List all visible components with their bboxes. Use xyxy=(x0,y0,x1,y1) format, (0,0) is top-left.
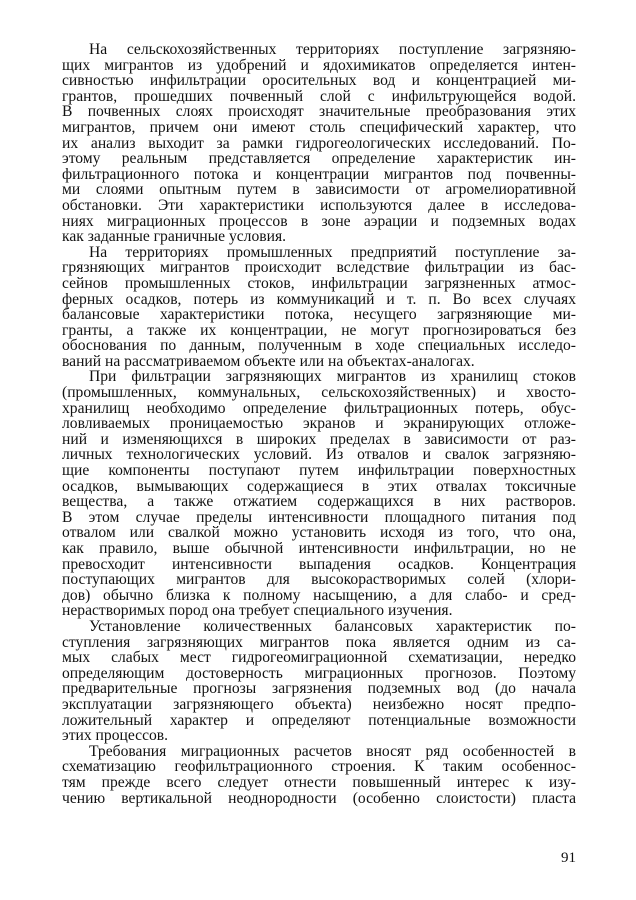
text-line: ловливаемых проницаемостью экранов и экранирующих отложе- xyxy=(62,415,576,433)
text-line: обоснования по данным, полученным в ходе специальных исследо- xyxy=(62,337,576,355)
text-line: нерастворимых пород она требует специального изучения. xyxy=(62,602,453,620)
text-line: их анализ выходит за рамки гидрогеологических исследований. По- xyxy=(62,134,576,152)
text-line: балансовые характеристики потока, несущего загрязняющие ми- xyxy=(62,306,576,324)
text-line: этих процессов. xyxy=(62,727,169,745)
page-number: 91 xyxy=(561,850,576,866)
text-line: обстановки. Эти характеристики используются далее в исследова- xyxy=(62,196,576,214)
text-line: дов) обычно близка к полному насыщению, а для слабо- и сред- xyxy=(62,586,576,604)
text-line: В этом случае пределы интенсивности площадного питания под xyxy=(62,508,576,526)
text-line: При фильтрации загрязняющих мигрантов из хранилищ стоков xyxy=(89,368,576,386)
text-line: ниях миграционных процессов в зоне аэрации и подземных водах xyxy=(62,212,576,230)
text-line: схематизацию геофильтрационного строения. К таким особеннос- xyxy=(62,758,576,776)
text-line: чению вертикальной неоднородности (особенно слоистости) пласта xyxy=(62,789,576,807)
text-line: личных технологических условий. Из отвалов и свалок загрязняю- xyxy=(62,446,576,464)
text-line: осадков, вымывающих содержащиеся в этих отвалах токсичные xyxy=(62,477,576,495)
text-line: Требования миграционных расчетов вносят ряд особенностей в xyxy=(89,742,576,760)
text-line: отвалом или свалкой можно установить исходя из того, что она, xyxy=(62,524,576,542)
text-line: сейнов промышленных стоков, инфильтрации загрязненных атмос- xyxy=(62,274,576,292)
text-line: превосходит интенсивности выпадения осадков. Концентрация xyxy=(62,555,576,573)
text-line: ми слоями опытным путем в зависимости от агромелиоративной xyxy=(62,181,576,199)
body-text xyxy=(62,42,576,806)
text-line: эксплуатации загрязняющего объекта) неизбежно носят предпо- xyxy=(62,695,576,713)
text-line: тям прежде всего следует отнести повышенный интерес к изу- xyxy=(62,773,576,791)
text-line: как заданные граничные условия. xyxy=(62,228,287,246)
text-line: В почвенных слоях происходят значительные преобразования этих xyxy=(62,103,576,121)
text-line: (промышленных, коммунальных, сельскохозяйственных) и хвосто- xyxy=(62,384,576,402)
text-line: сивностью инфильтрации оросительных вод и концентрацией ми- xyxy=(62,72,576,90)
text-line: мых слабых мест гидрогеомиграционной схематизации, нередко xyxy=(62,649,576,667)
text-line: гранты, а также их концентрации, не могут прогнозироваться без xyxy=(62,321,576,339)
text-line: вещества, а также отжатием содержащихся в них растворов. xyxy=(62,493,576,511)
text-line: предварительные прогнозы загрязнения подземных вод (до начала xyxy=(62,680,576,698)
text-line: ступления загрязняющих мигрантов пока является одним из са- xyxy=(62,633,576,651)
text-line: грязняющих мигрантов происходит вследствие фильтрации из бас- xyxy=(62,259,576,277)
text-line: ний и изменяющихся в широких пределах в зависимости от раз- xyxy=(62,430,576,448)
text-line: мигрантов, причем они имеют столь специфический характер, что xyxy=(62,118,576,136)
text-line: как правило, выше обычной интенсивности инфильтрации, но не xyxy=(62,540,576,557)
text-line: поступающих мигрантов для высокорастворимых солей (хлори- xyxy=(62,571,576,589)
text-line: Установление количественных балансовых характеристик по- xyxy=(89,617,576,635)
text-line: этому реальным представляется определение характеристик ин- xyxy=(62,150,576,168)
text-line: ложительный характер и определяют потенциальные возможности xyxy=(62,711,576,729)
text-line: ваний на рассматриваемом объекте или на объектах-аналогах. xyxy=(62,352,475,370)
text-line: ферных осадков, потерь из коммуникаций и т. п. Во всех случаях xyxy=(62,290,576,308)
text-line: щих мигрантов из удобрений и ядохимикатов определяется интен- xyxy=(62,56,576,74)
text-line: грантов, прошедших почвенный слой с инфильтрующейся водой. xyxy=(62,87,576,105)
text-line: щие компоненты поступают путем инфильтрации поверхностных xyxy=(62,462,576,480)
text-line: определяющим достоверность миграционных прогнозов. Поэтому xyxy=(62,664,576,682)
text-line: На сельскохозяйственных территориях поступление загрязняю- xyxy=(89,41,576,58)
text-line: хранилищ необходимо определение фильтрационных потерь, обус- xyxy=(62,399,576,417)
text-line: фильтрационного потока и концентрации мигрантов под почвенны- xyxy=(62,165,576,183)
text-line: На территориях промышленных предприятий поступление за- xyxy=(89,243,576,261)
